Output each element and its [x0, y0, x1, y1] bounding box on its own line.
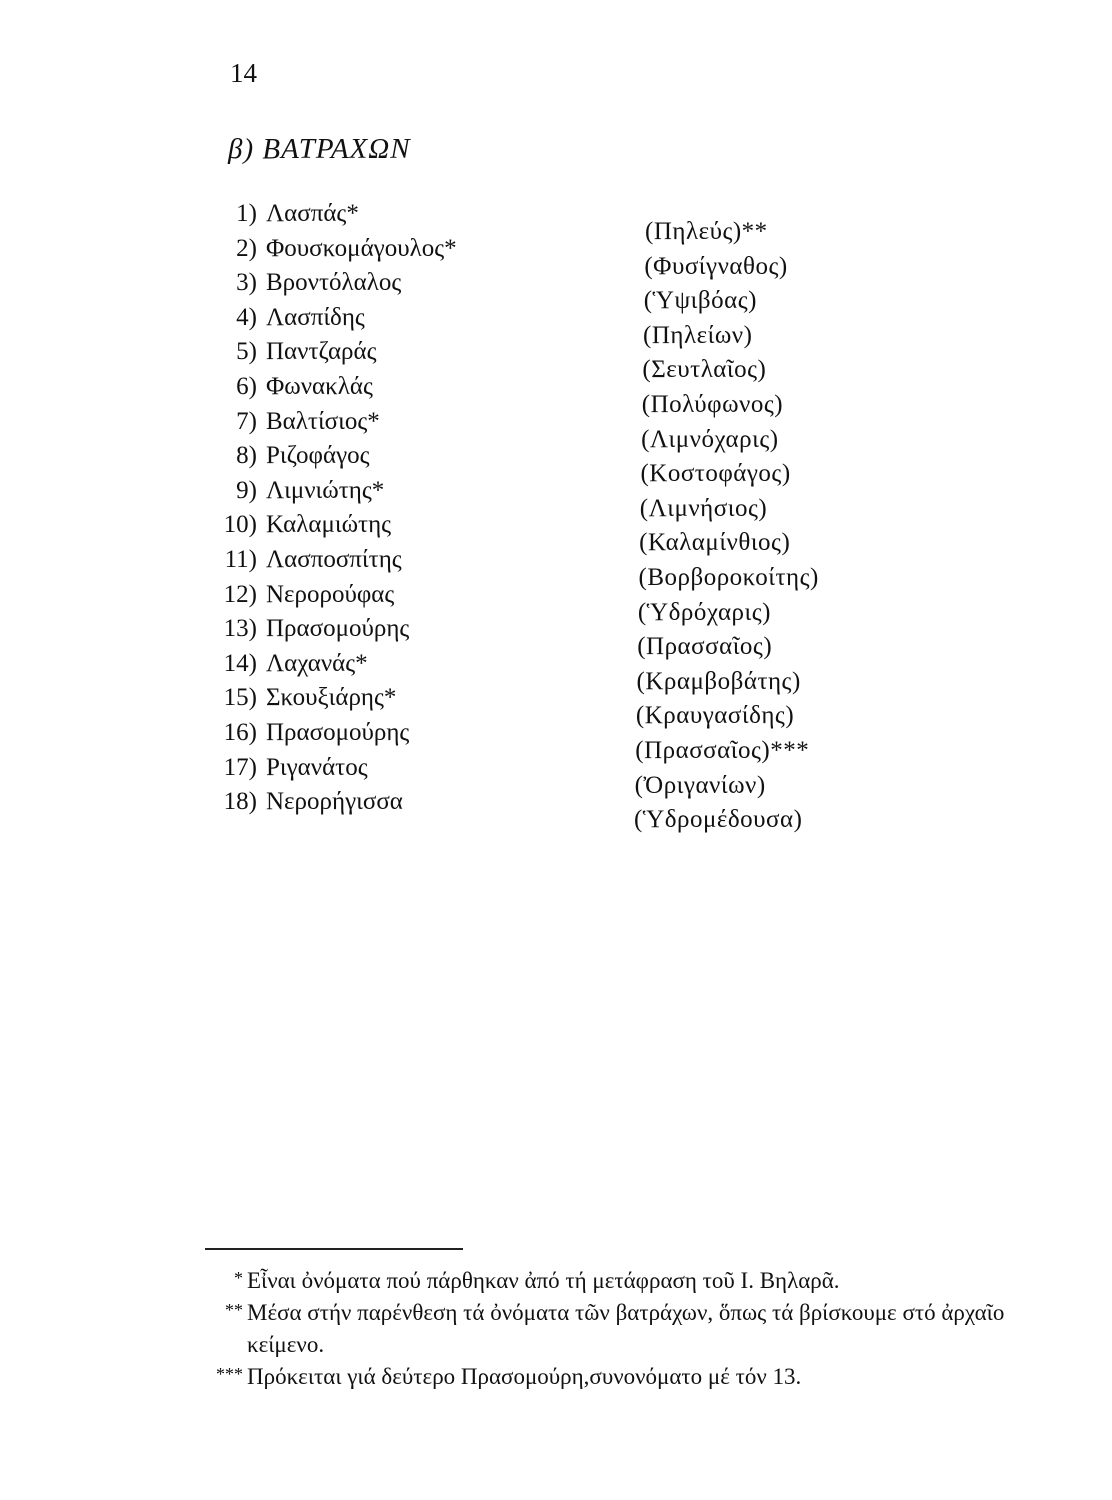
- row-number: 8): [236, 442, 257, 470]
- ancient-name: (Σευτλαῖος): [642, 356, 767, 384]
- ancient-name: (Κραμβοβάτης): [636, 667, 801, 695]
- footnote-text: Πρόκειται γιά δεύτερο Πρασομούρη,συνονόματο μέ τόν 13.: [247, 1364, 802, 1389]
- frog-names-list: [0, 200, 1112, 860]
- row-number: 16): [223, 719, 257, 746]
- modern-name: Πρασομούρης: [266, 615, 410, 643]
- modern-name: Λασποσπίτης: [266, 546, 402, 573]
- modern-name: Λασπίδης: [266, 303, 365, 331]
- row-number: 17): [223, 753, 257, 781]
- footnote-divider: [205, 1248, 463, 1250]
- footnote-mark: *: [234, 1268, 243, 1288]
- name-row: [0, 442, 1112, 488]
- ancient-name: (Ὑδρόχαρις): [637, 598, 771, 626]
- ancient-name: (Λιμνόχαρις): [641, 425, 779, 453]
- modern-name: Λασπάς*: [266, 200, 359, 227]
- name-row: [0, 303, 1112, 349]
- row-number: 4): [236, 303, 257, 331]
- footnote: [205, 1265, 1045, 1297]
- modern-name: Σκουξιάρης*: [266, 684, 397, 712]
- row-number: 6): [236, 373, 257, 400]
- section-title: β) ΒΑΤΡΑΧΩΝ: [228, 133, 411, 165]
- modern-name: Καλαμιώτης: [266, 511, 392, 539]
- ancient-name: (Πρασσαῖος): [637, 633, 773, 661]
- name-row: [0, 511, 1112, 557]
- modern-name: Πρασομούρης: [266, 719, 410, 746]
- name-row: [0, 615, 1112, 661]
- modern-name: Παντζαράς: [266, 338, 377, 366]
- name-row: [0, 373, 1112, 418]
- footnote: [205, 1297, 1045, 1361]
- name-row: [0, 546, 1112, 591]
- ancient-name: (Λιμνήσιος): [639, 494, 768, 522]
- name-row: [0, 338, 1112, 384]
- row-number: 13): [223, 615, 257, 643]
- ancient-name: (Καλαμίνθιος): [639, 529, 791, 557]
- name-row: [0, 753, 1112, 799]
- row-number: 1): [236, 200, 257, 227]
- modern-name: Ριγανάτος: [266, 753, 368, 781]
- footnote-text: Εἶναι ὀνόματα πού πάρθηκαν ἀπό τή μετάφραση τοῦ Ι. Βηλαρᾶ.: [247, 1268, 840, 1293]
- row-number: 15): [223, 684, 257, 712]
- name-row: [0, 649, 1112, 695]
- footnote-text: Μέσα στήν παρένθεση τά ὀνόματα τῶν βατράχων, ὅπως τά βρίσκουμε στό ἀρχαῖο κείμενο.: [247, 1300, 1005, 1357]
- name-row: [0, 580, 1112, 626]
- footnote: [205, 1361, 1045, 1393]
- row-number: 11): [224, 546, 257, 573]
- row-number: 9): [236, 476, 257, 504]
- footnote-mark: **: [225, 1300, 243, 1320]
- name-row: [0, 269, 1112, 315]
- modern-name: Νερορήγισσα: [266, 788, 403, 816]
- ancient-name: (Βορβοροκοίτης): [638, 564, 819, 591]
- page-number: 14: [230, 58, 257, 88]
- ancient-name: (Φυσίγναθος): [644, 252, 788, 280]
- row-number: 14): [223, 649, 257, 677]
- ancient-name: (Πηλεύς)**: [645, 218, 768, 245]
- name-row: [0, 200, 1112, 245]
- footnote-mark: ***: [216, 1364, 243, 1384]
- modern-name: Νερορούφας: [266, 580, 395, 608]
- ancient-name: (Κοστοφάγος): [640, 460, 791, 488]
- row-number: 18): [223, 788, 257, 816]
- ancient-name: (Πολύφωνος): [641, 391, 784, 418]
- ancient-name: (Ὑψιβόας): [643, 287, 757, 315]
- name-row: [0, 788, 1112, 834]
- ancient-name: (Ὀριγανίων): [634, 771, 766, 799]
- ancient-name: (Ὑδρομέδουσα): [633, 806, 803, 834]
- modern-name: Ριζοφάγος: [266, 442, 370, 470]
- ancient-name: (Πρασσαῖος)***: [635, 737, 810, 764]
- name-row: [0, 719, 1112, 764]
- row-number: 3): [236, 269, 257, 297]
- modern-name: Λαχανάς*: [266, 649, 368, 677]
- ancient-name: (Κραυγασίδης): [635, 702, 795, 730]
- row-number: 2): [236, 234, 257, 262]
- name-row: [0, 684, 1112, 730]
- modern-name: Λιμνιώτης*: [266, 476, 385, 504]
- ancient-name: (Πηλείων): [643, 321, 753, 349]
- footnotes: [205, 1265, 1045, 1393]
- row-number: 7): [236, 407, 257, 435]
- modern-name: Βροντόλαλος: [266, 269, 402, 297]
- modern-name: Φουσκομάγουλος*: [266, 234, 457, 262]
- name-row: [0, 476, 1112, 522]
- row-number: 10): [223, 511, 257, 539]
- row-number: 12): [223, 580, 257, 608]
- name-row: [0, 407, 1112, 453]
- modern-name: Φωνακλάς: [266, 373, 373, 400]
- modern-name: Βαλτίσιος*: [266, 407, 380, 435]
- name-row: [0, 234, 1112, 280]
- row-number: 5): [236, 338, 257, 366]
